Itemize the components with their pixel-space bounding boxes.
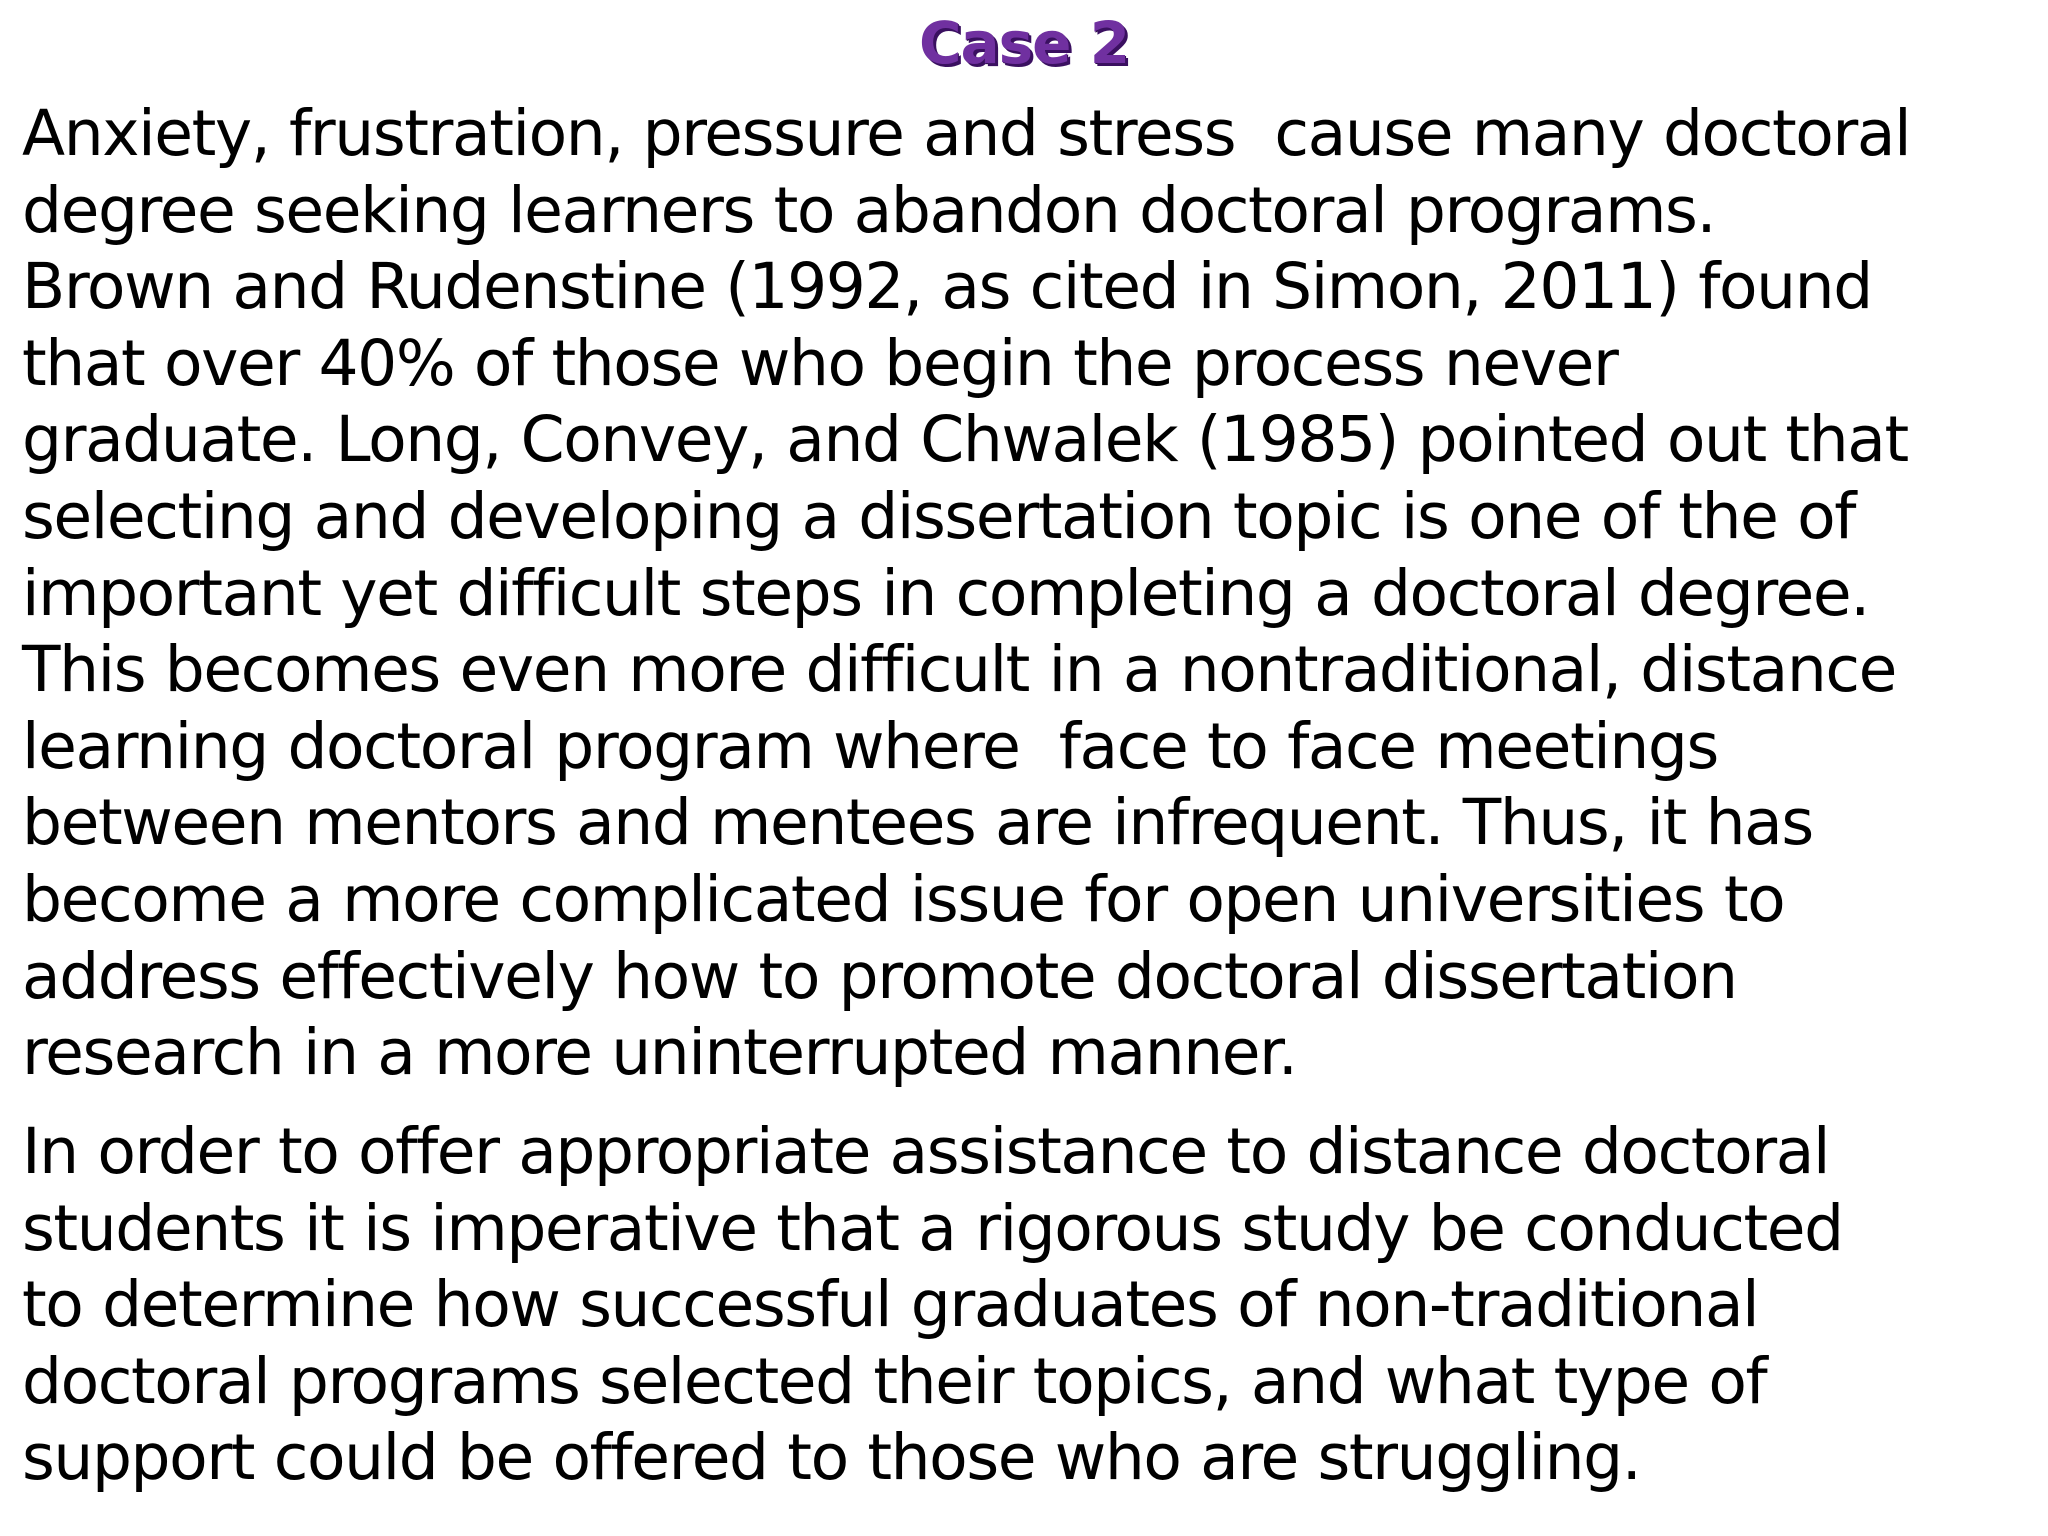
- text-line: degree seeking learners to abandon doctoral programs.: [22, 173, 1716, 247]
- text-line: graduate. Long, Convey, and Chwalek (1985) pointed out that: [22, 403, 1908, 477]
- text-line: research in a more uninterrupted manner.: [22, 1016, 1297, 1090]
- text-line: doctoral programs selected their topics, and what type of: [22, 1344, 1767, 1418]
- text-line: support could be offered to those who are struggling.: [22, 1421, 1641, 1495]
- text-line: students it is imperative that a rigorous study be conducted: [22, 1191, 1843, 1265]
- paragraph-1: [22, 96, 2032, 1092]
- text-line: between mentors and mentees are infrequent. Thus, it has: [22, 786, 1813, 860]
- text-line: In order to offer appropriate assistance to distance doctoral: [22, 1115, 1830, 1188]
- text-line: that over 40% of those who begin the process never: [22, 326, 1618, 400]
- text-line: Brown and Rudenstine (1992, as cited in Simon, 2011) found: [22, 250, 1872, 324]
- paragraph-2: [22, 1114, 2032, 1497]
- slide-title: Case 2: [918, 9, 1130, 77]
- text-line: Anxiety, frustration, pressure and stress cause many doctoral: [22, 97, 1911, 170]
- text-line: selecting and developing a dissertation topic is one of the of: [22, 479, 1856, 553]
- text-line: This becomes even more difficult in a nontraditional, distance: [22, 633, 1896, 707]
- text-line: address effectively how to promote doctoral dissertation: [22, 939, 1737, 1013]
- text-line: important yet difficult steps in completing a doctoral degree.: [22, 556, 1869, 630]
- text-line: learning doctoral program where face to face meetings: [22, 709, 1718, 783]
- text-line: to determine how successful graduates of non-traditional: [22, 1268, 1759, 1342]
- text-line: become a more complicated issue for open universities to: [22, 862, 1785, 936]
